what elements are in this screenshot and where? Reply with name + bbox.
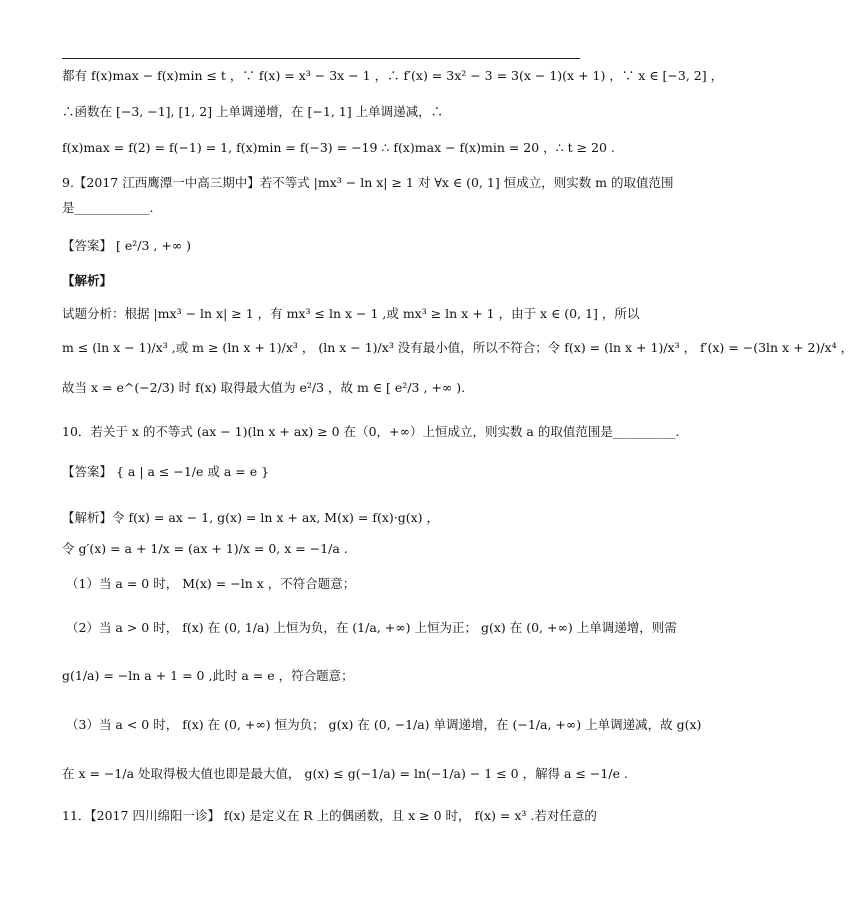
question-10-stem: 10．若关于 x 的不等式 (ax − 1)(ln x + ax) ≥ 0 在（0，+∞）上恒成立，则实数 a 的取值范围是__________. bbox=[62, 424, 680, 439]
question-10-analysis-line-2: 令 g′(x) = a + 1/x = (ax + 1)/x = 0, x = −1/a . bbox=[62, 541, 348, 556]
question-10-answer: 【答案】 { a | a ≤ −1/e 或 a = e } bbox=[62, 464, 270, 479]
text-line-2: ∴函数在 [−3, −1], [1, 2] 上单调递增，在 [−1, 1] 上单调递减，∴ bbox=[62, 104, 444, 119]
text-line-3: f(x)max = f(2) = f(−1) = 1, f(x)min = f(−3) = −19 ∴ f(x)max − f(x)min = 20 ，∴ t ≥ 20 . bbox=[62, 140, 615, 155]
header-rule bbox=[62, 58, 580, 59]
question-10-case-2: （2）当 a > 0 时， f(x) 在 (0, 1/a) 上恒为负，在 (1/a, +∞) 上恒为正； g(x) 在 (0, +∞) 上单调递增，则需 bbox=[66, 620, 677, 635]
question-9-blank: 是____________. bbox=[62, 200, 154, 215]
question-9-analysis-line-2: m ≤ (ln x − 1)/x³ ,或 m ≥ (ln x + 1)/x³ ， (ln x − 1)/x³ 没有最小值，所以不符合；令 f(x) = (ln x + 1)/x³ ， f′(x) = −(3ln x + 2)/x⁴ ， bbox=[62, 340, 853, 355]
question-9-analysis-line-1: 试题分析：根据 |mx³ − ln x| ≥ 1 ，有 mx³ ≤ ln x − 1 ,或 mx³ ≥ ln x + 1 ，由于 x ∈ (0, 1] ，所以 bbox=[62, 306, 640, 321]
question-9-answer: 【答案】 [ e²/3 , +∞ ) bbox=[62, 238, 192, 253]
question-10-analysis-line-1: 【解析】令 f(x) = ax − 1, g(x) = ln x + ax, M(x) = f(x)·g(x) ， bbox=[62, 510, 440, 525]
question-9-analysis-heading: 【解析】 bbox=[62, 273, 113, 288]
question-9-stem: 9.【2017 江西鹰潭一中高三期中】若不等式 |mx³ − ln x| ≥ 1 对 ∀x ∈ (0, 1] 恒成立，则实数 m 的取值范围 bbox=[62, 175, 674, 190]
question-10-case-3: （3）当 a < 0 时， f(x) 在 (0, +∞) 恒为负； g(x) 在 (0, −1/a) 单调递增，在 (−1/a, +∞) 上单调递减，故 g(x) bbox=[66, 717, 702, 732]
question-10-case-1: （1）当 a = 0 时， M(x) = −ln x ，不符合题意； bbox=[66, 576, 356, 591]
question-10-case-3-cont: 在 x = −1/a 处取得极大值也即是最大值， g(x) ≤ g(−1/a) = ln(−1/a) − 1 ≤ 0 ，解得 a ≤ −1/e . bbox=[62, 766, 628, 781]
text-line-1: 都有 f(x)max − f(x)min ≤ t ，∵ f(x) = x³ − 3x − 1 ，∴ f′(x) = 3x² − 3 = 3(x − 1)(x + 1) ，∵ x ∈ [−3, 2] ， bbox=[62, 68, 724, 83]
question-11-stem: 11．【2017 四川绵阳一诊】 f(x) 是定义在 R 上的偶函数，且 x ≥ 0 时， f(x) = x³ .若对任意的 bbox=[62, 808, 597, 823]
question-9-analysis-line-3: 故当 x = e^(−2/3) 时 f(x) 取得最大值为 e²/3 ，故 m ∈ [ e²/3 , +∞ ). bbox=[62, 380, 466, 395]
question-10-case-2-cont: g(1/a) = −ln a + 1 = 0 ,此时 a = e ，符合题意； bbox=[62, 668, 354, 683]
